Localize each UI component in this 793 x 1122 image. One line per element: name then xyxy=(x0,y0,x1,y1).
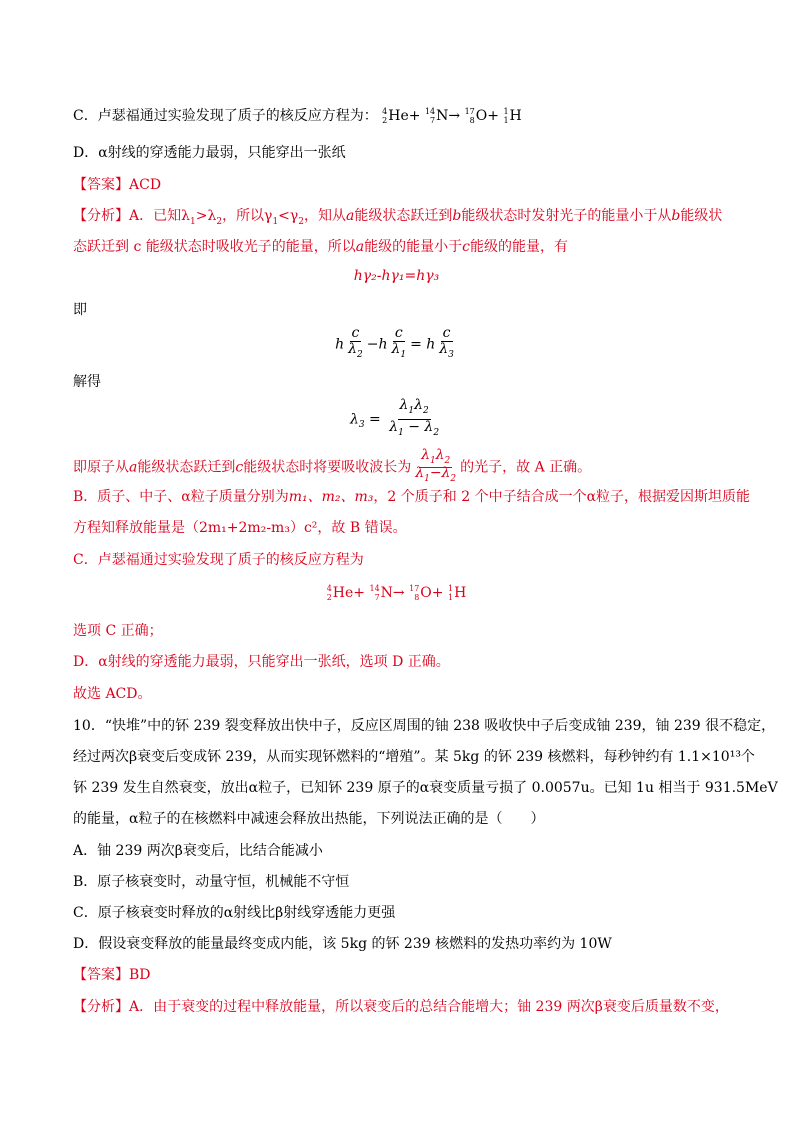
analysis-2-line-1: 【分析】A．由于衰变的过程中释放能量，所以衰变后的总结合能增大；铀 239 两次β衰变后质量数不变， xyxy=(73,999,729,1015)
jiede-label: 解得 xyxy=(73,374,101,390)
analysis-1-final: 故选 ACD。 xyxy=(73,686,152,702)
equation-energy: hγ₂-hγ₁=hγ₃ xyxy=(353,268,440,284)
q10-line-3: 钚 239 发生自然衰变，放出α粒子，已知钚 239 原子的α衰变质量亏损了 0.0057u。已知 1u 相当于 931.5MeV xyxy=(73,780,778,796)
q10-line-2: 经过两次β衰变后变成钚 239，从而实现钚燃料的“增殖”。某 5kg 的钚 239 核燃料，每秒钟约有 1.1×10¹³个 xyxy=(73,749,755,765)
o-nuclide: 17 8 xyxy=(464,107,475,125)
q10-option-c: C．原子核衰变时释放的α射线比β射线穿透能力更强 xyxy=(73,905,396,921)
analysis-1-c-equation: 4 2 He+ 14 7 N→ 17 8 O+ 1 1 H xyxy=(326,584,467,602)
equation-wavelength: h $\frac{c}{\lambda_2}$ −h $\frac{c}{\lambda_1}$ = h $\frac{c}{\lambda_3}$ xyxy=(335,325,454,360)
analysis-1-line-2: 态跃迁到 c 能级状态时吸收光子的能量，所以a能级的能量小于c能级的能量，有 xyxy=(73,239,568,255)
analysis-1-c-ok: 选项 C 正确； xyxy=(73,623,163,639)
n-nuclide: 14 7 xyxy=(424,107,436,125)
q10-option-b: B．原子核衰变时，动量守恒，机械能不守恒 xyxy=(73,874,350,890)
answer-2: 【答案】BD xyxy=(73,967,151,983)
he-nuclide: 4 2 xyxy=(382,107,388,125)
answer-1: 【答案】ACD xyxy=(73,177,162,193)
option-d: D．α射线的穿透能力最弱，只能穿出一张纸 xyxy=(73,145,346,161)
h-nuclide: 1 1 xyxy=(503,107,509,125)
q10-line-1: 10．“快堆”中的钚 239 裂变释放出快中子，反应区周围的铀 238 吸收快中子后变成铀 239，铀 239 很不稳定， xyxy=(73,718,776,734)
analysis-1-line-1: 【分析】A．已知$\lambda_1>\lambda_2$，所以$\gamma_1<\gamma_2$，知从a能级状态跃迁到b能级状态时发射光子的能量小于从b能级状 xyxy=(73,208,723,227)
analysis-1-c-line: C．卢瑟福通过实验发现了质子的核反应方程为 xyxy=(73,552,364,568)
q10-line-4: 的能量，α粒子的在核燃料中减速会释放出热能，下列说法正确的是（ ） xyxy=(73,811,545,827)
analysis-1-b-line-1: B．质子、中子、α粒子质量分别为m₁、m₂、m₃，2 个质子和 2 个中子结合成一个α粒子，根据爱因斯坦质能 xyxy=(73,489,751,505)
equation-lambda3: $\lambda_3$ = $\frac{\lambda_1\lambda_2}{\lambda_1 - \lambda_2}$ xyxy=(349,397,440,438)
analysis-1-b-line-2: 方程知释放能量是（2m₁+2m₂-m₃）c²，故 B 错误。 xyxy=(73,520,407,536)
q10-option-a: A．铀 239 两次β衰变后，比结合能减小 xyxy=(73,843,323,859)
analysis-1-result: 即原子从a能级状态跃迁到c能级状态时将要吸收波长为 $\frac{\lambda_1\lambda_2}{\lambda_1-\lambda_2}$ 的光子，故 A 正确。 xyxy=(73,447,592,484)
option-c: C．卢瑟福通过实验发现了质子的核反应方程为： 4 2 He+ 14 7 N→ 17 8 O+ 1 1 H xyxy=(73,107,522,125)
analysis-1-d-line: D．α射线的穿透能力最弱，只能穿出一张纸，选项 D 正确。 xyxy=(73,654,450,670)
q10-option-d: D．假设衰变释放的能量最终变成内能，该 5kg 的钚 239 核燃料的发热功率约为 10W xyxy=(73,936,612,952)
ji-label: 即 xyxy=(73,302,87,318)
